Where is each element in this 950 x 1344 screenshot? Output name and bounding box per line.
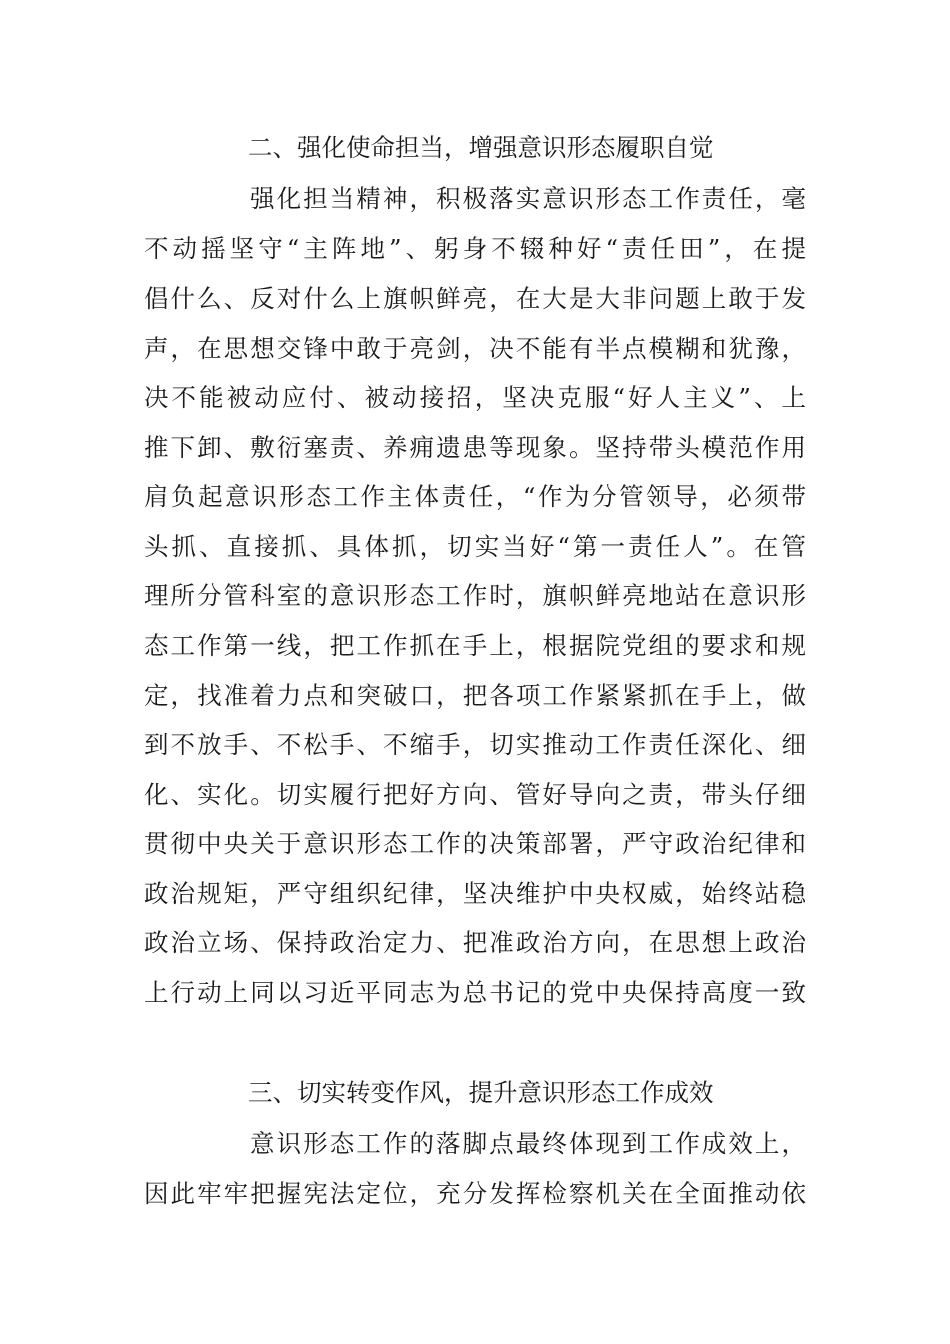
paragraph-line: 贯彻中央关于意识形态工作的决策部署，严守政治纪律和 [144,829,806,858]
paragraph-line: 意识形态工作的落脚点最终体现到工作成效上， [250,1129,806,1158]
paragraph-line: 化、实化。切实履行把好方向、管好导向之责，带头仔细 [144,780,806,809]
paragraph-line: 倡什么、反对什么上旗帜鲜亮，在大是大非问题上敢于发 [144,284,806,313]
section-2-heading: 二、强化使命担当，增强意识形态履职自觉 [248,133,714,162]
paragraph-line: 推下卸、敷衍塞责、养痈遗患等现象。坚持带头模范作用 [144,433,806,462]
paragraph-line: 到不放手、不松手、不缩手，切实推动工作责任深化、细 [144,730,806,759]
paragraph-line: 声，在思想交锋中敢于亮剑，决不能有半点模糊和犹豫， [144,334,806,363]
paragraph-line: 肩负起意识形态工作主体责任，“作为分管领导，必须带 [144,482,806,511]
paragraph-line: 因此牢牢把握宪法定位，充分发挥检察机关在全面推动依 [144,1179,806,1208]
paragraph-line: 强化担当精神，积极落实意识形态工作责任，毫 [250,184,806,213]
paragraph-line: 政治立场、保持政治定力、把准政治方向，在思想上政治 [144,928,806,957]
paragraph-line: 政治规矩，严守组织纪律，坚决维护中央权威，始终站稳 [144,879,806,908]
paragraph-line: 态工作第一线，把工作抓在手上，根据院党组的要求和规 [144,631,806,660]
paragraph-line: 上行动上同以习近平同志为总书记的党中央保持高度一致 [144,978,806,1007]
paragraph-line: 定，找准着力点和突破口，把各项工作紧紧抓在手上，做 [144,681,806,710]
section-3-heading: 三、切实转变作风，提升意识形态工作成效 [248,1078,714,1107]
paragraph-line: 不动摇坚守“主阵地”、躬身不辍种好“责任田”，在提 [144,234,806,263]
paragraph-line: 决不能被动应付、被动接招，坚决克服“好人主义”、上 [144,383,806,412]
paragraph-line: 理所分管科室的意识形态工作时，旗帜鲜亮地站在意识形 [144,581,806,610]
paragraph-line: 头抓、直接抓、具体抓，切实当好“第一责任人”。在管 [144,532,806,561]
